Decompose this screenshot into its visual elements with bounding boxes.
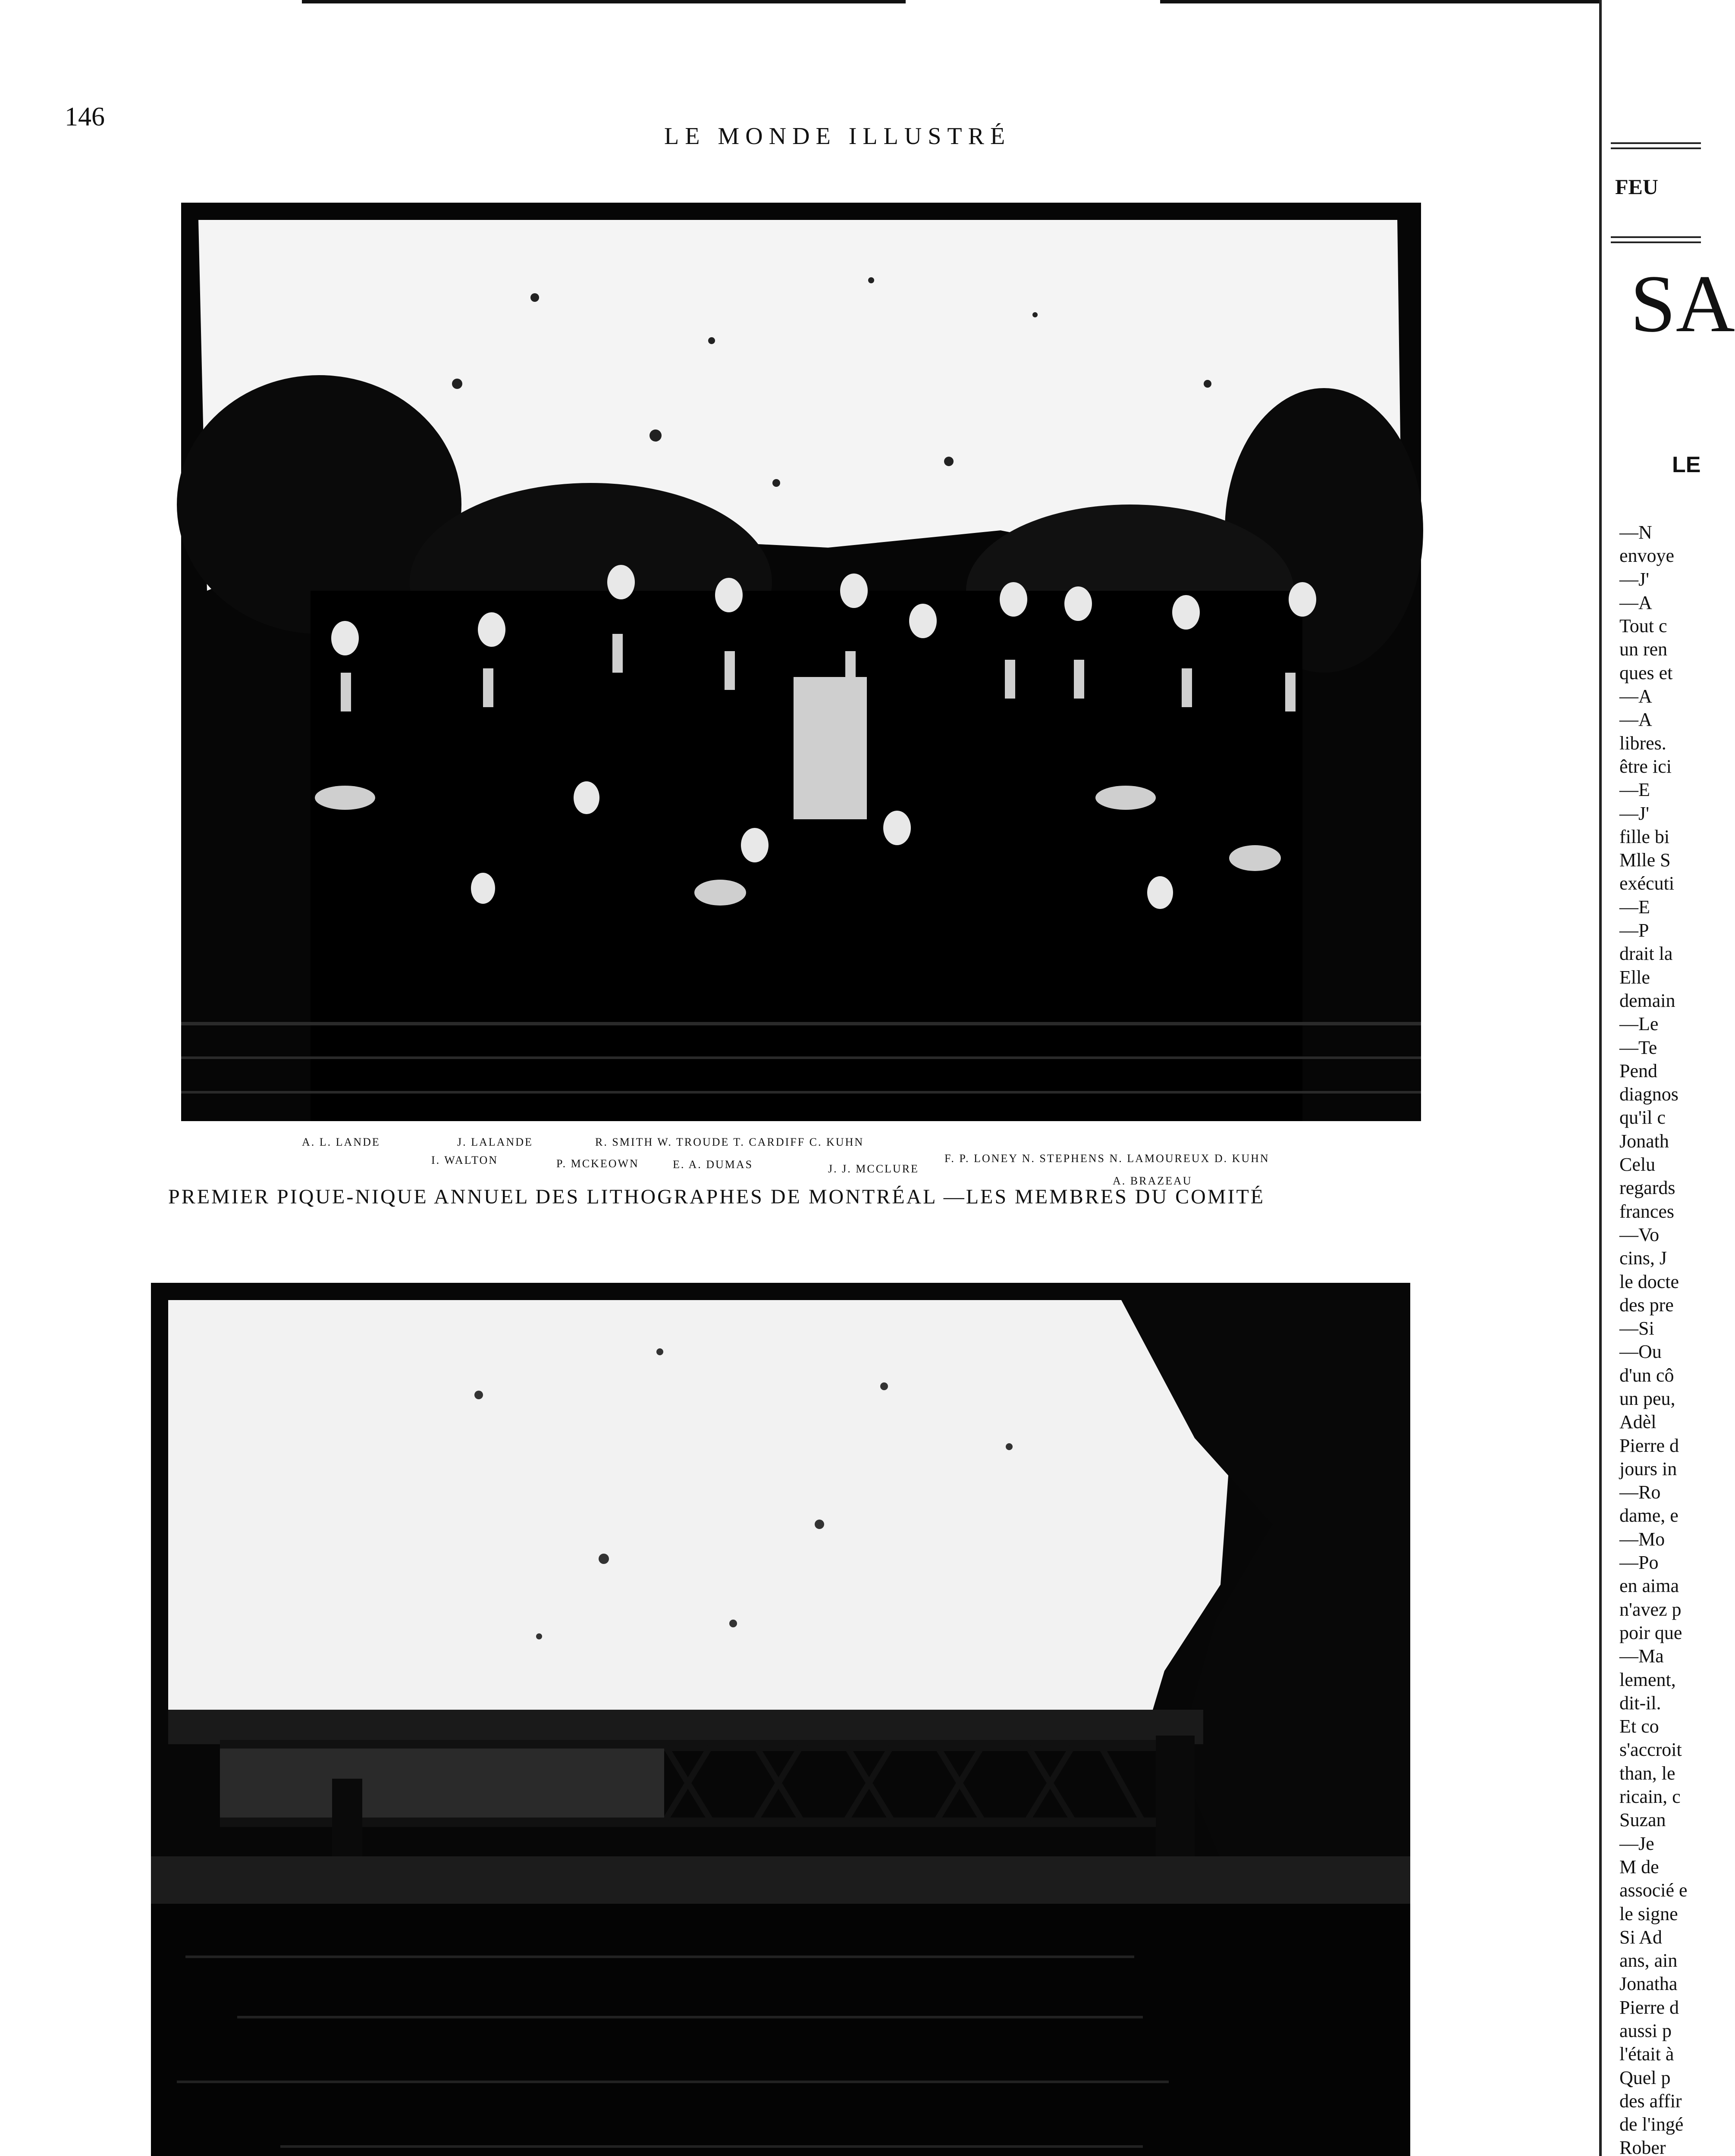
right-column-clipped bbox=[1611, 0, 1735, 2156]
text-line: Elle bbox=[1619, 966, 1650, 988]
text-line: dit-il. bbox=[1619, 1692, 1661, 1714]
text-line: exécuti bbox=[1619, 873, 1675, 894]
header-rule bbox=[1611, 142, 1701, 144]
text-line: —Po bbox=[1619, 1552, 1659, 1573]
text-line: —A bbox=[1619, 592, 1652, 613]
text-line: —A bbox=[1619, 686, 1652, 707]
text-line: —Ro bbox=[1619, 1482, 1661, 1503]
text-line: libres. bbox=[1619, 732, 1666, 754]
previous-page-rule-left bbox=[302, 0, 906, 3]
text-line: Pierre d bbox=[1619, 1996, 1679, 2018]
text-line: —Te bbox=[1619, 1037, 1657, 1058]
feuilleton-header: FEU bbox=[1615, 175, 1658, 199]
group-photograph bbox=[181, 203, 1421, 1121]
names-row-1-d: F. P. LONEY N. STEPHENS N. LAMOUREUX D. KUHN bbox=[944, 1152, 1270, 1165]
text-line: lement, bbox=[1619, 1669, 1676, 1690]
text-line: Jonath bbox=[1619, 1130, 1669, 1152]
text-line: un ren bbox=[1619, 639, 1668, 660]
text-line: Celu bbox=[1619, 1154, 1656, 1175]
text-line: Jonatha bbox=[1619, 1973, 1678, 1995]
text-line: de l'ingé bbox=[1619, 2114, 1684, 2135]
text-line: —Le bbox=[1619, 1013, 1659, 1035]
text-line: —Je bbox=[1619, 1833, 1654, 1854]
text-line: en aima bbox=[1619, 1575, 1679, 1597]
text-line: poir que bbox=[1619, 1622, 1682, 1643]
names-row-1-b: J. LALANDE bbox=[457, 1136, 533, 1148]
text-line: Mlle S bbox=[1619, 849, 1671, 871]
text-line: Quel p bbox=[1619, 2067, 1671, 2088]
names-row-2-d: J. J. MCCLURE bbox=[828, 1163, 919, 1175]
text-line: —E bbox=[1619, 779, 1650, 801]
title-rule bbox=[1611, 236, 1701, 238]
text-line: Et co bbox=[1619, 1716, 1659, 1737]
serial-title: SA bbox=[1630, 259, 1735, 349]
text-line: ans, ain bbox=[1619, 1950, 1678, 1971]
text-line: des affir bbox=[1619, 2090, 1682, 2112]
text-line: aussi p bbox=[1619, 2020, 1672, 2041]
text-line: —Mo bbox=[1619, 1528, 1665, 1550]
text-line: s'accroit bbox=[1619, 1739, 1682, 1761]
text-line: jours in bbox=[1619, 1458, 1677, 1479]
bridge-photograph-image bbox=[151, 1283, 1410, 2156]
text-line: ricain, c bbox=[1619, 1786, 1681, 1808]
text-line: d'un cô bbox=[1619, 1364, 1674, 1386]
text-line: Tout c bbox=[1619, 615, 1667, 637]
serial-subtitle: LE bbox=[1672, 452, 1701, 477]
text-line: le signe bbox=[1619, 1903, 1678, 1924]
figure-1-caption: PREMIER PIQUE-NIQUE ANNUEL DES LITHOGRAPHES DE MONTRÉAL —LES MEMBRES DU COMITÉ bbox=[168, 1185, 1265, 1208]
text-line: des pre bbox=[1619, 1294, 1674, 1316]
text-line: —A bbox=[1619, 709, 1652, 730]
column-divider bbox=[1599, 0, 1602, 2156]
text-line: diagnos bbox=[1619, 1084, 1679, 1105]
text-line: l'était à bbox=[1619, 2043, 1674, 2065]
text-line: —J' bbox=[1619, 568, 1650, 590]
names-row-2-c: E. A. DUMAS bbox=[673, 1158, 753, 1171]
text-line: —Si bbox=[1619, 1318, 1654, 1339]
text-line: —P bbox=[1619, 920, 1649, 941]
text-line: Adèl bbox=[1619, 1411, 1657, 1433]
text-line: —J' bbox=[1619, 802, 1650, 824]
text-line: Suzan bbox=[1619, 1809, 1666, 1831]
text-line: Si Ad bbox=[1619, 1926, 1663, 1948]
text-line: regards bbox=[1619, 1177, 1675, 1199]
text-line: n'avez p bbox=[1619, 1598, 1682, 1620]
text-line: M de bbox=[1619, 1856, 1659, 1877]
text-line: —E bbox=[1619, 896, 1650, 918]
names-row-1-a: A. L. LANDE bbox=[302, 1136, 380, 1148]
text-line: qu'il c bbox=[1619, 1107, 1666, 1128]
title-rule bbox=[1611, 241, 1701, 243]
text-line: envoye bbox=[1619, 545, 1675, 567]
text-line: cins, J bbox=[1619, 1247, 1667, 1269]
bridge-photograph bbox=[151, 1283, 1410, 2156]
previous-page-rule-right bbox=[1160, 0, 1600, 3]
text-line: ques et bbox=[1619, 662, 1673, 683]
text-line: —Vo bbox=[1619, 1224, 1660, 1245]
text-line: drait la bbox=[1619, 943, 1673, 965]
text-line: Pierre d bbox=[1619, 1435, 1679, 1456]
text-line: than, le bbox=[1619, 1762, 1675, 1784]
masthead: LE MONDE ILLUSTRÉ bbox=[664, 123, 1011, 150]
text-line: —Ou bbox=[1619, 1341, 1662, 1363]
names-row-2-a: I. WALTON bbox=[431, 1154, 499, 1166]
text-line: —Ma bbox=[1619, 1645, 1664, 1667]
header-rule bbox=[1611, 147, 1701, 149]
names-row-2-b: P. MCKEOWN bbox=[556, 1157, 639, 1170]
text-line: dame, e bbox=[1619, 1505, 1679, 1526]
text-line: —N bbox=[1619, 522, 1652, 543]
names-row-1-c: R. SMITH W. TROUDE T. CARDIFF C. KUHN bbox=[595, 1136, 864, 1148]
text-line: un peu, bbox=[1619, 1388, 1675, 1409]
text-line: associé e bbox=[1619, 1880, 1688, 1901]
text-line: demain bbox=[1619, 990, 1675, 1011]
text-line: Pend bbox=[1619, 1060, 1657, 1081]
text-line: fille bi bbox=[1619, 826, 1670, 847]
names-row-2-e: A. BRAZEAU bbox=[1113, 1175, 1192, 1187]
text-line: frances bbox=[1619, 1200, 1675, 1222]
text-line: Rober bbox=[1619, 2137, 1666, 2156]
page-number: 146 bbox=[65, 102, 105, 132]
serial-text bbox=[1619, 521, 1732, 2156]
group-photograph-image bbox=[181, 203, 1421, 1121]
text-line: le docte bbox=[1619, 1271, 1679, 1292]
text-line: être ici bbox=[1619, 755, 1672, 777]
